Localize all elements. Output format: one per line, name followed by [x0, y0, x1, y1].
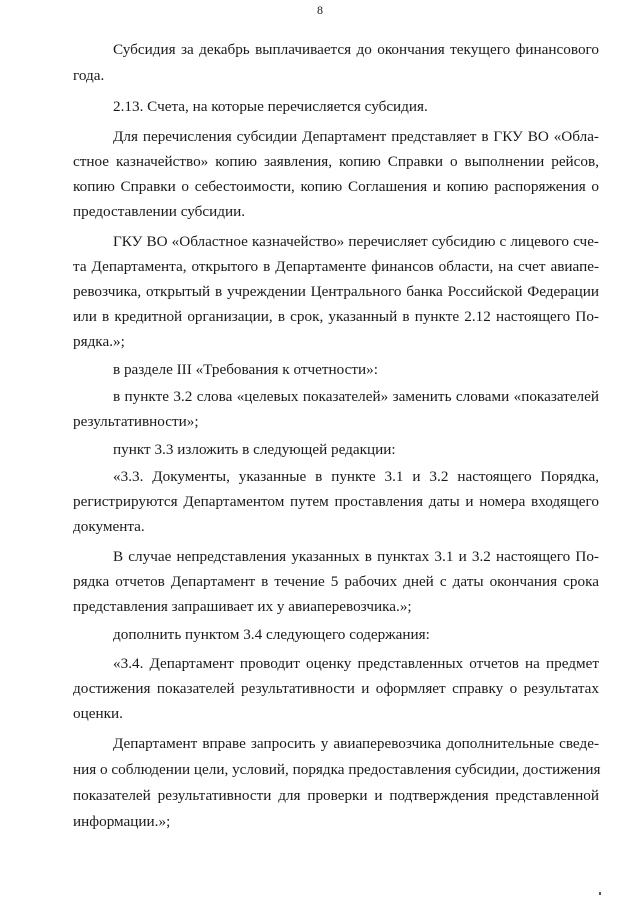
scan-speck — [599, 892, 601, 895]
paragraph-line: стное казначейство» копию заявления, копию Справки о выполнении рейсов, — [73, 153, 599, 170]
paragraph-line: года. — [73, 67, 105, 84]
paragraph-line: в разделе III «Требования к отчетности»: — [113, 361, 378, 378]
paragraph-line: результативности»; — [73, 413, 199, 430]
paragraph-line: достижения показателей результативности и оформляет справку о результатах — [73, 680, 599, 697]
paragraph-line: «3.4. Департамент проводит оценку представленных отчетов на предмет — [113, 655, 599, 672]
paragraph-line: ГКУ ВО «Областное казначейство» перечисляет субсидию с лицевого сче- — [113, 233, 599, 250]
paragraph-line: рядка.»; — [73, 333, 125, 350]
page-number: 8 — [317, 3, 323, 17]
paragraph-line: оценки. — [73, 705, 123, 722]
paragraph-line: показателей результативности для проверки и подтверждения представленной — [73, 787, 599, 804]
paragraph-line: представления запрашивает их у авиаперевозчика.»; — [73, 598, 412, 615]
section-heading: 2.13. Счета, на которые перечисляется субсидия. — [113, 98, 428, 115]
paragraph-line: дополнить пунктом 3.4 следующего содержания: — [113, 626, 430, 643]
paragraph-line: предоставлении субсидии. — [73, 203, 246, 220]
paragraph-line: регистрируются Департаментом путем проставления даты и номера входящего — [73, 493, 599, 510]
paragraph-line: ревозчика, открытый в учреждении Центрального банка Российской Федерации — [73, 283, 599, 300]
paragraph-line: пункт 3.3 изложить в следующей редакции: — [113, 441, 396, 458]
paragraph-line: Субсидия за декабрь выплачивается до окончания текущего финансового — [113, 41, 599, 58]
paragraph-line: или в кредитной организации, в срок, указанный в пункте 2.12 настоящего По- — [73, 308, 599, 325]
paragraph-line: информации.»; — [73, 813, 171, 830]
paragraph-line: в пункте 3.2 слова «целевых показателей» заменить словами «показателей — [113, 388, 599, 405]
paragraph-line: В случае непредставления указанных в пунктах 3.1 и 3.2 настоящего По- — [113, 548, 599, 565]
paragraph-line: «3.3. Документы, указанные в пункте 3.1 и 3.2 настоящего Порядка, — [113, 468, 599, 485]
paragraph-line: та Департамента, открытого в Департаменте финансов области, на счет авиапе- — [73, 258, 599, 275]
paragraph-line: копию Справки о себестоимости, копию Соглашения и копию распоряжения о — [73, 178, 599, 195]
paragraph-line: Департамент вправе запросить у авиаперевозчика дополнительные сведе- — [113, 735, 599, 752]
paragraph-line: рядка отчетов Департамент в течение 5 рабочих дней с даты окончания срока — [73, 573, 599, 590]
paragraph-line: ния о соблюдении цели, условий, порядка предоставления субсидии, достижения — [73, 761, 601, 778]
paragraph-line: Для перечисления субсидии Департамент представляет в ГКУ ВО «Обла- — [113, 128, 599, 145]
paragraph-line: документа. — [73, 518, 145, 535]
